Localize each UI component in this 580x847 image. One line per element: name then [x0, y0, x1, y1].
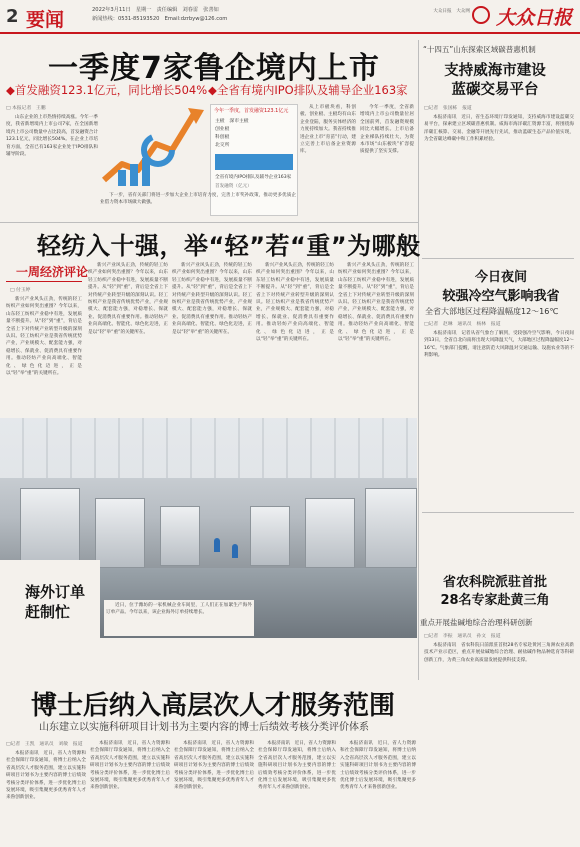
- lead-sub-left-text: 首发融资123.1亿元，同比增长504%: [14, 83, 208, 97]
- bottom-subheadline: 山东建立以实施科研项目计划书为主要内容的博士后绩效考核分类评价体系: [39, 722, 369, 733]
- photo-caption: [104, 600, 254, 636]
- infobox-note: 全省有境内IPO排队及辅导企业163家: [215, 175, 292, 180]
- lead-subheadline-right: ◆全省有境内IPO排队及辅导企业163家: [208, 83, 408, 97]
- photo-title-line1: 海外订单: [25, 583, 86, 601]
- lead-headline: 一季度7家鲁企境内上市: [48, 51, 380, 86]
- lead-column-4: [100, 192, 296, 222]
- photo-worker: [214, 538, 220, 552]
- newspaper-logo: 大众日报: [495, 7, 572, 29]
- right-story3-headline-line1: 省农科院派驻首批: [442, 575, 547, 590]
- bottom-body-text: 本报济南讯 近日，省人力资源和社会保障厅印发通知，将博士后纳入全省高层次人才服务范围，建立以实施科研项目计划书为主要内容的博士后绩效考核分类评价体系，进一步优化博士后发展环境，吸引集聚更多优秀青年人才来鲁创新创业。: [174, 741, 254, 791]
- bar-graphic-1: [118, 170, 126, 186]
- right-story1-body-text: 本报济南讯 近日，省生态环境厅印发通知，支持威海市建设蓝碳交易平台，探索建立区域碳普惠机制。威海市海洋碳汇资源丰富，将围绕海洋碳汇核算、交易、金融等开展先行先试，推动蓝碳生态产品价值实现，为全省碳达峰碳中和工作积累经验。: [424, 115, 574, 143]
- photo-title-line2: 赶制忙: [25, 603, 71, 621]
- section-divider: [0, 222, 418, 223]
- meta-line-2: 新闻热线：0531-85193520 Email:dzrbyw@126.com: [92, 16, 228, 22]
- photo-machine: [160, 506, 200, 566]
- photo-machine: [250, 506, 290, 566]
- feature-body-text: 新兴产业风头正劲，传统的轻工纺织产业如何突出重围？今年以来，山东轻工纺织产业稳中有进，发展质量不断提升。从“轻”到“重”，背后是全省上下对传统产业转型升级的深刻认识。轻工纺织产业是我省传统优势产业，产业规模大、配套能力强，对稳增长、保就业、促消费具有重要作用。推动轻纺产业向高端化、智能化、绿色化迈进，正是以“轻”举“重”的关键所在。: [256, 263, 334, 343]
- bar-graphic-2: [130, 164, 138, 186]
- infobox-color-bar: [215, 154, 293, 170]
- lead-subheadline-left: ◆首发融资123.1亿元，同比增长504%: [6, 83, 208, 97]
- bottom-body-text: 本报济南讯 近日，省人力资源和社会保障厅印发通知，将博士后纳入全省高层次人才服务范围，建立以实施科研项目计划书为主要内容的博士后绩效考核分类评价体系，进一步优化博士后发展环境，吸引集聚更多优秀青年人才来鲁创新创业。: [340, 741, 416, 791]
- infobox-chart-caption: 首发融资（亿元）: [215, 184, 252, 189]
- photo-machine: [95, 498, 145, 568]
- photo-roof: [0, 418, 417, 478]
- photo-machine: [20, 488, 80, 568]
- feature-col-4: [256, 262, 334, 414]
- right-story2-subheadline: 全省大部地区过程降温幅度12～16℃: [425, 307, 559, 316]
- feature-col-5: [338, 262, 414, 414]
- right-story3-body: [424, 642, 574, 842]
- lead-col2-text: 从上市板块看，科创板、创业板、主板均有山东企业登陆，服务实体经济的力度持续加大。我省持续推进企业上市“育苗”行动，建立完善上市后备企业资源库。: [300, 105, 356, 155]
- right-story1-kicker: “十四五”山东探索区域碳普惠机制: [423, 45, 536, 54]
- tag-underline: [6, 281, 82, 282]
- section-divider: [422, 258, 574, 259]
- masthead: [0, 0, 580, 34]
- lead-column-1: [6, 114, 98, 222]
- right-story3-headline-line2: 28名专家赴黄三角: [440, 593, 550, 608]
- bottom-byline: □记者 王凯 通讯员 刘敏 报道: [6, 742, 83, 747]
- feature-body-text: 新兴产业风头正劲，传统的轻工纺织产业如何突出重围？今年以来，山东轻工纺织产业稳中有进，发展质量不断提升。从“轻”到“重”，背后是全省上下对传统产业转型升级的深刻认识。轻工纺织产业是我省传统优势产业，产业规模大、配套能力强，对稳增长、保就业、促消费具有重要作用。推动轻纺产业向高端化、智能化、绿色化迈进，正是以“轻”举“重”的关键所在。: [172, 263, 252, 335]
- photo-worker: [232, 544, 238, 558]
- right-story2-body: [424, 330, 574, 508]
- right-story2-headline-line2: 较强冷空气影响我省: [442, 289, 560, 304]
- bottom-headline: 博士后纳入高层次人才服务范围: [31, 691, 396, 721]
- photo-machine: [365, 488, 417, 568]
- photo-caption-text: 近日，位于潍坊的一家机械企业车间里，工人们正在加紧生产海外订单产品。今年以来，该企业海外订单持续增长。: [106, 603, 252, 616]
- photo-machine: [305, 498, 355, 568]
- section-divider: [422, 512, 574, 513]
- feature-body-text: 新兴产业风头正劲，传统的轻工纺织产业如何突出重围？今年以来，山东轻工纺织产业稳中有进，发展质量不断提升。从“轻”到“重”，背后是全省上下对传统产业转型升级的深刻认识。轻工纺织产业是我省传统优势产业，产业规模大、配套能力强，对稳增长、保就业、促消费具有重要作用。推动轻纺产业向高端化、智能化、绿色化迈进，正是以“轻”举“重”的关键所在。: [88, 263, 168, 335]
- right-story3-body-text: 本报济南讯 省农科院日前派驻首批28名专家赴黄河三角洲农业高新技术产业示范区，重点开展盐碱地综合治理、耐盐碱作物品种选育等科研创新工作，为黄三角农业高质量发展提供科技支撑。: [424, 643, 574, 663]
- bottom-col-1: [6, 750, 86, 842]
- lead-sub-right-text: 全省有境内IPO排队及辅导企业163家: [216, 83, 408, 97]
- infobox-title: 今年一季度，首发融资123.1亿元: [214, 108, 289, 114]
- right-story3-headline: [430, 574, 560, 610]
- feature-col-3: [172, 262, 252, 414]
- lead-byline: □ 本报记者 王鹏: [6, 106, 46, 111]
- weekly-commentary-tag: 一周经济评论: [16, 265, 89, 279]
- feature-col-2: [88, 262, 168, 414]
- section-title: 要闻: [26, 9, 65, 31]
- masthead-meta: [92, 6, 227, 24]
- right-story1-body: [424, 114, 574, 254]
- lead-col1-text: 山东企业的上市热情持续高涨。今年一季度，我省新增境内上市公司7家，在全国新增境内上市公司数量中占比较高，首发融资合计123.1亿元，同比增长504%。在企业上市培育方面，全省已有163家企业处于IPO排队和辅导阶段。: [6, 115, 98, 158]
- masthead-small-text: 大众日报 大众网: [433, 9, 470, 14]
- bar-graphic-3: [142, 158, 150, 186]
- lead-col4-text: 下一步，省有关部门将进一步加大企业上市培育力度，完善上市奖补政策，推动更多优质企业借力资本市场做大做强。: [100, 193, 296, 206]
- feature-col-1: [6, 296, 82, 414]
- lead-col3-text: 今年一季度，全省新增境内上市公司数量位居全国前列，首发融资规模同比大幅增长。上市后备企业梯队持续壮大，为资本市场“山东板块”扩容提质提供了坚实支撑。: [360, 105, 414, 155]
- right-story2-headline-line1: 今日夜间: [474, 270, 527, 285]
- bottom-body-text: 本报济南讯 近日，省人力资源和社会保障厅印发通知，将博士后纳入全省高层次人才服务范围，建立以实施科研项目计划书为主要内容的博士后绩效考核分类评价体系，进一步优化博士后发展环境，吸引集聚更多优秀青年人才来鲁创新创业。: [258, 741, 336, 791]
- meta-line-1: 2022年3月11日 星期一 责任编辑 刘春雷 张善如: [92, 7, 219, 13]
- right-story1-headline: [435, 62, 555, 100]
- right-story3-byline: □记者 李振 通讯员 孙文 报道: [424, 634, 501, 639]
- right-story2-body-text: 本报济南讯 记者从省气象台了解到，受较强冷空气影响，今日夜间到13日，全省自北向南将出现大风降温天气，大部地区过程降温幅度12～16℃。气象部门提醒，请注意防范大风降温对交通运输、设施农业等的不利影响。: [424, 331, 574, 359]
- bottom-col-5: [340, 740, 416, 842]
- lead-column-3: [360, 104, 414, 222]
- bottom-col-4: [258, 740, 336, 842]
- right-story2-byline: □记者 赵琳 通讯员 杨林 报道: [424, 322, 501, 327]
- infobox-rows: [211, 118, 297, 150]
- photo-title: [25, 582, 85, 622]
- right-story3-subheadline: 重点开展盐碱地综合治理科研创新: [420, 618, 533, 627]
- feature-body-text: 新兴产业风头正劲，传统的轻工纺织产业如何突出重围？今年以来，山东轻工纺织产业稳中有进，发展质量不断提升。从“轻”到“重”，背后是全省上下对传统产业转型升级的深刻认识。轻工纺织产业是我省传统优势产业，产业规模大、配套能力强，对稳增长、保就业、促消费具有重要作用。推动轻纺产业向高端化、智能化、绿色化迈进，正是以“轻”举“重”的关键所在。: [6, 297, 82, 377]
- bottom-col-3: [174, 740, 254, 842]
- column-divider: [418, 40, 419, 680]
- feature-byline: □ 付玉婷: [10, 288, 31, 293]
- infobox-row: 创业板: [215, 127, 230, 132]
- feature-headline: 轻纺入十强，举“轻”若“重”为哪般: [37, 232, 421, 260]
- lead-column-2: [300, 104, 356, 222]
- bottom-body-text: 本报济南讯 近日，省人力资源和社会保障厅印发通知，将博士后纳入全省高层次人才服务范围，建立以实施科研项目计划书为主要内容的博士后绩效考核分类评价体系，进一步优化博士后发展环境，吸引集聚更多优秀青年人才来鲁创新创业。: [90, 741, 170, 791]
- feature-body-text: 新兴产业风头正劲，传统的轻工纺织产业如何突出重围？今年以来，山东轻工纺织产业稳中有进，发展质量不断提升。从“轻”到“重”，背后是全省上下对传统产业转型升级的深刻认识。轻工纺织产业是我省传统优势产业，产业规模大、配套能力强，对稳增长、保就业、促消费具有重要作用。推动轻纺产业向高端化、智能化、绿色化迈进，正是以“轻”举“重”的关键所在。: [338, 263, 414, 343]
- infobox-row: 北交所: [215, 143, 230, 148]
- right-story1-byline: □记者 张国栋 报道: [424, 106, 472, 111]
- infobox-row: 主板 深市主板: [215, 119, 249, 124]
- right-story1-headline-line1: 支持威海市建设: [444, 63, 546, 79]
- bottom-body-text: 本报济南讯 近日，省人力资源和社会保障厅印发通知，将博士后纳入全省高层次人才服务范围，建立以实施科研项目计划书为主要内容的博士后绩效考核分类评价体系，进一步优化博士后发展环境，吸引集聚更多优秀青年人才来鲁创新创业。: [6, 751, 86, 801]
- logo-icon: [472, 6, 490, 24]
- page-number: 2: [6, 6, 19, 27]
- growth-chart-graphic: [98, 100, 208, 192]
- bottom-col-2: [90, 740, 170, 842]
- right-story1-headline-line2: 蓝碳交易平台: [451, 82, 539, 98]
- infobox-row: 科创板: [215, 135, 230, 140]
- right-story2-headline: [441, 268, 561, 306]
